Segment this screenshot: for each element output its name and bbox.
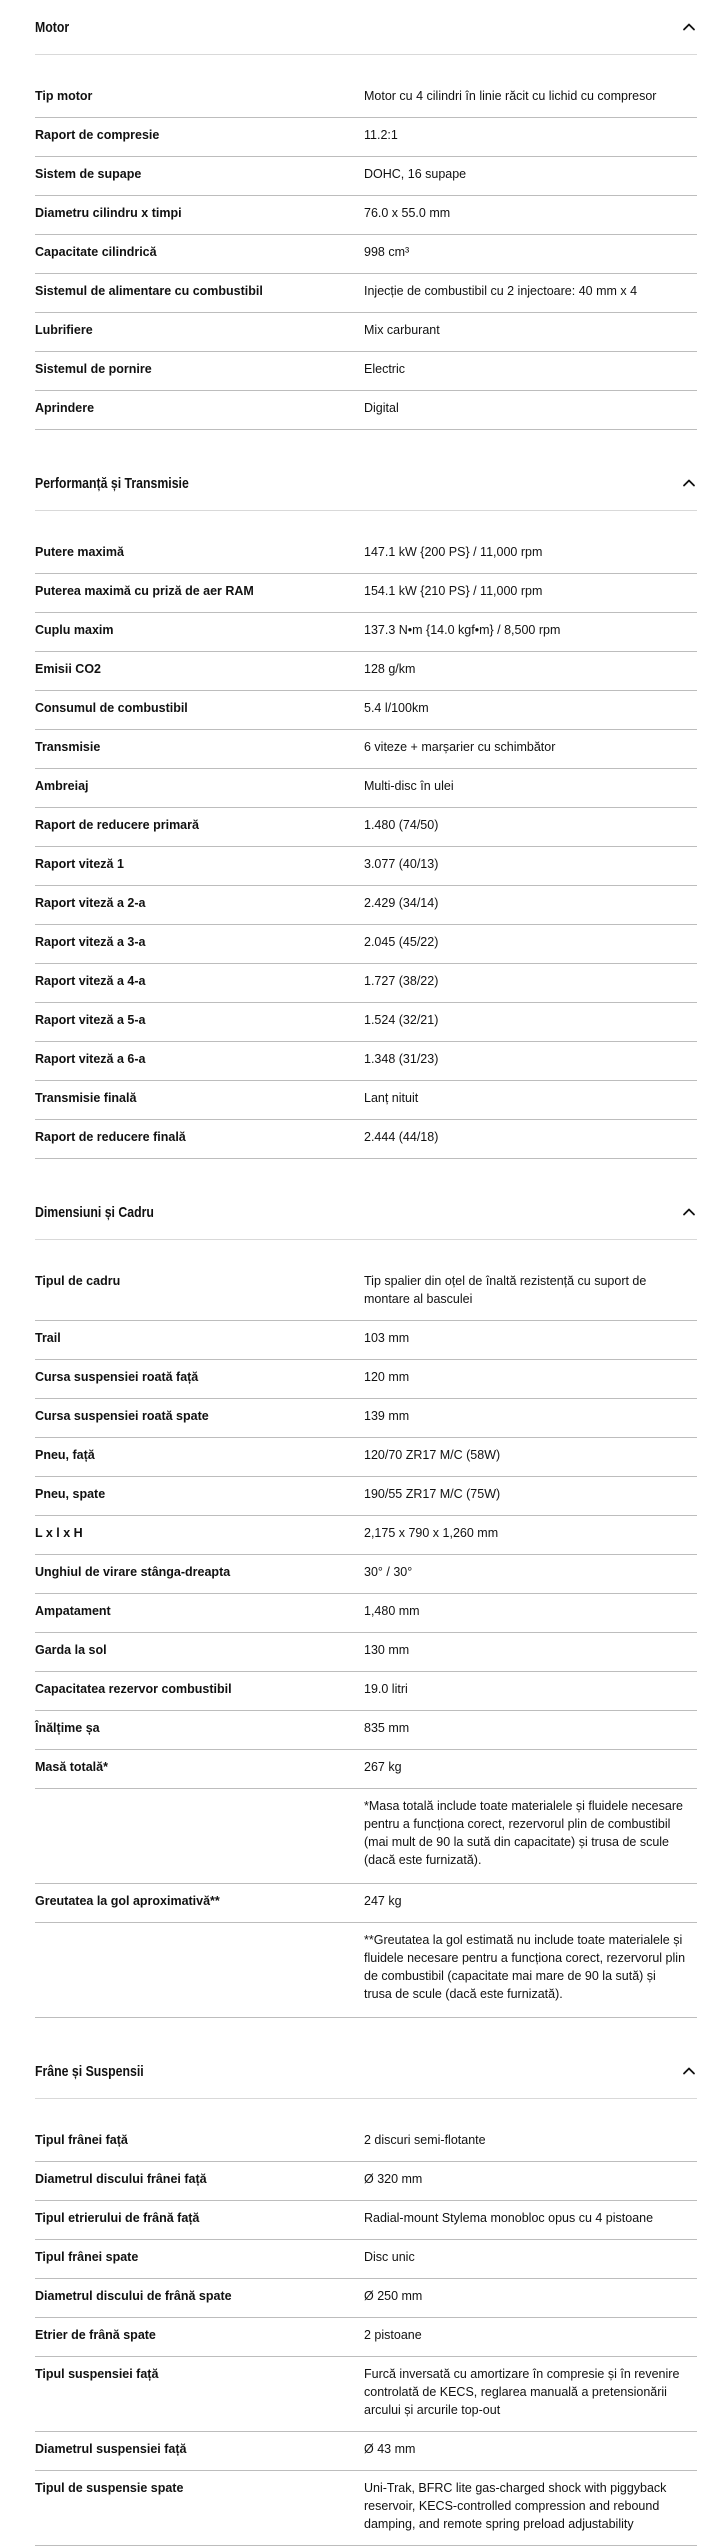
- spec-row: [35, 769, 697, 808]
- spec-label: Masă totală*: [35, 1760, 108, 1774]
- spec-value: 1.348 (31/23): [364, 1052, 439, 1066]
- spec-value: 247 kg: [364, 1894, 402, 1908]
- spec-row: [35, 352, 697, 391]
- spec-value: 3.077 (40/13): [364, 857, 439, 871]
- spec-value: Radial-mount Stylema monobloc opus cu 4 pistoane: [364, 2211, 654, 2225]
- spec-row: [35, 1438, 697, 1477]
- spec-label: Tipul suspensiei față: [35, 2367, 159, 2381]
- spec-label: Sistem de supape: [35, 167, 142, 181]
- spec-row: [35, 157, 697, 196]
- spec-label: Cursa suspensiei roată spate: [35, 1409, 209, 1423]
- section-header[interactable]: [35, 1185, 697, 1239]
- spec-value: 267 kg: [364, 1760, 402, 1774]
- spec-value: 19.0 litri: [364, 1682, 408, 1696]
- spec-row: [35, 808, 697, 847]
- spec-value: 76.0 x 55.0 mm: [364, 206, 451, 220]
- spec-row: [35, 574, 697, 613]
- spec-value: 103 mm: [364, 1331, 410, 1345]
- spec-row: [35, 2432, 697, 2471]
- spec-label: Cursa suspensiei roată față: [35, 1370, 199, 1384]
- spec-row: [35, 652, 697, 691]
- spec-value: 139 mm: [364, 1409, 410, 1423]
- spec-section: [35, 2044, 697, 2546]
- spec-row: [35, 847, 697, 886]
- spec-footnote-row: [35, 1789, 697, 1884]
- spec-label: Raport viteză a 3-a: [35, 935, 146, 949]
- spec-value: 130 mm: [364, 1643, 410, 1657]
- spec-row: [35, 925, 697, 964]
- spec-row: [35, 2162, 697, 2201]
- spec-label: [35, 1797, 364, 1883]
- spec-value: Electric: [364, 362, 405, 376]
- spec-label: Tipul frânei față: [35, 2133, 128, 2147]
- spec-row: [35, 1321, 697, 1360]
- spec-row: [35, 2471, 697, 2546]
- spec-footnote-row: [35, 1923, 697, 2018]
- spec-label: Înălțime șa: [35, 1721, 100, 1735]
- spec-value: Multi-disc în ulei: [364, 779, 454, 793]
- spec-value: 2,175 x 790 x 1,260 mm: [364, 1526, 499, 1540]
- spec-label: Raport viteză a 5-a: [35, 1013, 146, 1027]
- spec-row: [35, 1672, 697, 1711]
- spec-value: 2.444 (44/18): [364, 1130, 439, 1144]
- spec-row: [35, 1555, 697, 1594]
- spec-value: Tip spalier din oțel de înaltă rezistență cu suport de montare al basculei: [364, 1274, 647, 1306]
- spec-row: [35, 1516, 697, 1555]
- spec-row: [35, 1360, 697, 1399]
- spec-label: Diametrul discului de frână spate: [35, 2289, 232, 2303]
- section-title: Dimensiuni și Cadru: [35, 1203, 154, 1221]
- spec-label: Raport viteză a 4-a: [35, 974, 146, 988]
- spec-table: [35, 1264, 697, 2018]
- spec-label: Transmisie finală: [35, 1091, 137, 1105]
- spec-label: Unghiul de virare stânga-dreapta: [35, 1565, 231, 1579]
- spec-row: [35, 235, 697, 274]
- spec-row: [35, 1003, 697, 1042]
- spec-label: [35, 1931, 364, 2017]
- spec-row: [35, 1264, 697, 1321]
- spec-value: 120/70 ZR17 M/C (58W): [364, 1448, 501, 1462]
- spec-label: Capacitatea rezervor combustibil: [35, 1682, 232, 1696]
- spec-section: [35, 456, 697, 1159]
- spec-row: [35, 2123, 697, 2162]
- spec-value: 120 mm: [364, 1370, 410, 1384]
- spec-label: Raport de reducere primară: [35, 818, 199, 832]
- spec-row: [35, 1042, 697, 1081]
- spec-label: Pneu, spate: [35, 1487, 106, 1501]
- spec-row: [35, 1884, 697, 1923]
- spec-value: 6 viteze + marșarier cu schimbător: [364, 740, 556, 754]
- section-title: Frâne și Suspensii: [35, 2062, 144, 2080]
- spec-label: Tipul de suspensie spate: [35, 2481, 184, 2495]
- section-divider: [35, 2098, 697, 2099]
- spec-label: Greutatea la gol aproximativă**: [35, 1894, 220, 1908]
- spec-row: [35, 2318, 697, 2357]
- spec-row: [35, 1711, 697, 1750]
- spec-label: Aprindere: [35, 401, 95, 415]
- spec-row: [35, 118, 697, 157]
- spec-row: [35, 1399, 697, 1438]
- spec-label: Pneu, față: [35, 1448, 95, 1462]
- spec-label: Raport de compresie: [35, 128, 160, 142]
- section-header[interactable]: [35, 2044, 697, 2098]
- spec-value: Uni-Trak, BFRC lite gas-charged shock with piggyback reservoir, KECS-controlled compression and rebound damping, and remote spring preload adjustability: [364, 2481, 667, 2531]
- spec-footnote: **Greutatea la gol estimată nu include toate materialele și fluidele necesare pentru a funcționa corect, rezervorul plin de combustibil (capacitate mai mare de 90 la sută) și trusa de scule (dacă este furnizată).: [364, 1933, 686, 2001]
- spec-value: Lanț nituit: [364, 1091, 419, 1105]
- spec-row: [35, 1477, 697, 1516]
- spec-value: 190/55 ZR17 M/C (75W): [364, 1487, 501, 1501]
- section-divider: [35, 54, 697, 55]
- spec-value: 1.524 (32/21): [364, 1013, 439, 1027]
- spec-label: Etrier de frână spate: [35, 2328, 156, 2342]
- spec-value: 147.1 kW {200 PS} / 11,000 rpm: [364, 545, 543, 559]
- spec-label: Ampatament: [35, 1604, 111, 1618]
- spec-label: Diametrul discului frânei față: [35, 2172, 207, 2186]
- spec-table: [35, 79, 697, 430]
- spec-value: 1.480 (74/50): [364, 818, 439, 832]
- spec-label: Tip motor: [35, 89, 93, 103]
- spec-footnote: *Masa totală include toate materialele și fluidele necesare pentru a funcționa corect, rezervorul plin de combustibil (mai mult de 90 la sută din capacitate) și trusa de scule (dacă este furnizată).: [364, 1799, 683, 1867]
- spec-value: 128 g/km: [364, 662, 416, 676]
- spec-row: [35, 1633, 697, 1672]
- spec-value: 998 cm³: [364, 245, 410, 259]
- spec-label: Sistemul de alimentare cu combustibil: [35, 284, 263, 298]
- spec-row: [35, 886, 697, 925]
- spec-value: Disc unic: [364, 2250, 415, 2264]
- spec-label: Raport viteză 1: [35, 857, 124, 871]
- spec-value: 30° / 30°: [364, 1565, 413, 1579]
- spec-label: Transmisie: [35, 740, 101, 754]
- spec-row: [35, 274, 697, 313]
- spec-label: Puterea maximă cu priză de aer RAM: [35, 584, 254, 598]
- spec-row: [35, 391, 697, 430]
- spec-row: [35, 730, 697, 769]
- spec-row: [35, 1120, 697, 1159]
- spec-value: 2 discuri semi-flotante: [364, 2133, 486, 2147]
- spec-label: Raport viteză a 2-a: [35, 896, 146, 910]
- spec-value: 154.1 kW {210 PS} / 11,000 rpm: [364, 584, 543, 598]
- spec-value: 2.045 (45/22): [364, 935, 439, 949]
- chevron-up-icon[interactable]: [682, 1205, 696, 1219]
- spec-value: 5.4 l/100km: [364, 701, 429, 715]
- section-header[interactable]: [35, 0, 697, 54]
- spec-row: [35, 1081, 697, 1120]
- spec-value: 1,480 mm: [364, 1604, 420, 1618]
- spec-row: [35, 79, 697, 118]
- spec-label: Emisii CO2: [35, 662, 101, 676]
- spec-label: Sistemul de pornire: [35, 362, 152, 376]
- spec-value: 137.3 N•m {14.0 kgf•m} / 8,500 rpm: [364, 623, 561, 637]
- spec-label: Diametru cilindru x timpi: [35, 206, 182, 220]
- spec-value: DOHC, 16 supape: [364, 167, 467, 181]
- spec-value: Mix carburant: [364, 323, 440, 337]
- spec-section: [35, 0, 697, 430]
- spec-value: 11.2:1: [364, 128, 398, 142]
- spec-row: [35, 613, 697, 652]
- spec-label: Tipul frânei spate: [35, 2250, 139, 2264]
- spec-label: Garda la sol: [35, 1643, 107, 1657]
- spec-row: [35, 691, 697, 730]
- spec-label: Raport de reducere finală: [35, 1130, 186, 1144]
- spec-value: Motor cu 4 cilindri în linie răcit cu lichid cu compresor: [364, 89, 657, 103]
- spec-row: [35, 1750, 697, 1789]
- spec-row: [35, 535, 697, 574]
- spec-label: Trail: [35, 1331, 61, 1345]
- section-divider: [35, 510, 697, 511]
- spec-label: Consumul de combustibil: [35, 701, 188, 715]
- spec-row: [35, 1594, 697, 1633]
- spec-label: Diametrul suspensiei față: [35, 2442, 187, 2456]
- chevron-up-icon[interactable]: [682, 2064, 696, 2078]
- spec-value: Injecție de combustibil cu 2 injectoare: 40 mm x 4: [364, 284, 638, 298]
- spec-row: [35, 2279, 697, 2318]
- spec-row: [35, 313, 697, 352]
- section-title: Motor: [35, 18, 70, 36]
- spec-table: [35, 2123, 697, 2546]
- spec-value: Ø 250 mm: [364, 2289, 423, 2303]
- spec-label: Tipul de cadru: [35, 1274, 121, 1288]
- spec-row: [35, 2201, 697, 2240]
- spec-value: 1.727 (38/22): [364, 974, 439, 988]
- spec-label: Capacitate cilindrică: [35, 245, 157, 259]
- spec-value: 835 mm: [364, 1721, 410, 1735]
- spec-label: Lubrifiere: [35, 323, 93, 337]
- spec-label: Ambreiaj: [35, 779, 89, 793]
- section-divider: [35, 1239, 697, 1240]
- section-header[interactable]: [35, 456, 697, 510]
- spec-table: [35, 535, 697, 1159]
- spec-value: Ø 320 mm: [364, 2172, 423, 2186]
- spec-value: Digital: [364, 401, 399, 415]
- spec-row: [35, 196, 697, 235]
- spec-row: [35, 2240, 697, 2279]
- spec-row: [35, 964, 697, 1003]
- spec-value: Furcă inversată cu amortizare în compresie și în revenire controlată de KECS, reglarea manuală a pretensionării arcului și arcurile top-out: [364, 2367, 680, 2417]
- chevron-up-icon[interactable]: [682, 476, 696, 490]
- spec-label: Tipul etrierului de frână față: [35, 2211, 200, 2225]
- spec-row: [35, 2357, 697, 2432]
- section-title: Performanță și Transmisie: [35, 474, 189, 492]
- spec-value: 2 pistoane: [364, 2328, 422, 2342]
- spec-label: Putere maximă: [35, 545, 124, 559]
- spec-label: Cuplu maxim: [35, 623, 114, 637]
- spec-section: [35, 1185, 697, 2018]
- spec-value: 2.429 (34/14): [364, 896, 439, 910]
- spec-value: Ø 43 mm: [364, 2442, 416, 2456]
- chevron-up-icon[interactable]: [682, 20, 696, 34]
- spec-label: Raport viteză a 6-a: [35, 1052, 146, 1066]
- spec-label: L x l x H: [35, 1526, 83, 1540]
